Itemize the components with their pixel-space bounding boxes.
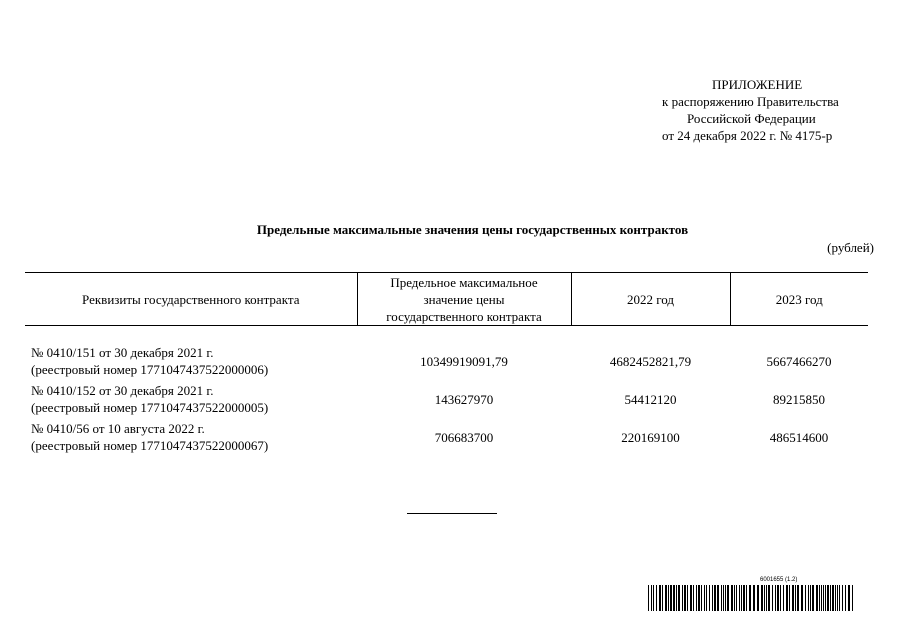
contract-number: № 0410/56 от 10 августа 2022 г. bbox=[31, 421, 205, 436]
header-year-2023: 2023 год bbox=[730, 273, 868, 326]
contract-number: № 0410/152 от 30 декабря 2021 г. bbox=[31, 383, 214, 398]
header-max-line1: Предельное максимальное bbox=[390, 274, 538, 290]
row-requisites bbox=[25, 342, 357, 380]
row-2023: 486514600 bbox=[769, 429, 829, 445]
row-max-price: 706683700 bbox=[434, 429, 494, 445]
table-row bbox=[25, 380, 868, 418]
row-requisites bbox=[25, 380, 357, 418]
closing-separator-line bbox=[407, 513, 497, 514]
row-2022: 54412120 bbox=[624, 391, 677, 407]
registry-number: (реестровый номер 1771047437522000006) bbox=[31, 362, 269, 377]
barcode-icon bbox=[648, 585, 858, 611]
currency-unit: (рублей) bbox=[827, 240, 874, 255]
header-year-2022: 2022 год bbox=[571, 273, 730, 326]
row-2022: 4682452821,79 bbox=[609, 353, 692, 369]
row-requisites bbox=[25, 418, 357, 456]
contracts-table bbox=[25, 272, 868, 456]
contract-number: № 0410/151 от 30 декабря 2021 г. bbox=[31, 345, 214, 360]
header-max-price bbox=[357, 273, 571, 326]
row-2023: 89215850 bbox=[773, 391, 825, 407]
registry-number: (реестровый номер 1771047437522000005) bbox=[31, 400, 269, 415]
appendix-decree: к распоряжению Правительства bbox=[662, 94, 839, 109]
appendix-block bbox=[620, 76, 905, 144]
document-title: Предельные максимальные значения цены государственных контрактов bbox=[256, 222, 689, 237]
row-max-price: 143627970 bbox=[434, 391, 494, 407]
appendix-date-number: от 24 декабря 2022 г. № 4175-р bbox=[662, 128, 833, 143]
header-requisites: Реквизиты государственного контракта bbox=[25, 273, 357, 326]
row-2023: 5667466270 bbox=[766, 353, 832, 369]
header-max-line2: значение цены bbox=[423, 291, 505, 307]
registry-number: (реестровый номер 1771047437522000067) bbox=[31, 438, 269, 453]
header-max-line3: государственного контракта bbox=[386, 308, 542, 324]
appendix-federation: Российской Федерации bbox=[687, 111, 816, 126]
table-row bbox=[25, 342, 868, 380]
barcode-label: 6001655 (1.2) bbox=[760, 577, 798, 583]
row-max-price: 10349919091,79 bbox=[420, 353, 508, 369]
table-header-row bbox=[25, 273, 868, 326]
appendix-heading: ПРИЛОЖЕНИЕ bbox=[712, 77, 803, 92]
row-2022: 220169100 bbox=[621, 429, 680, 445]
table-row bbox=[25, 418, 868, 456]
